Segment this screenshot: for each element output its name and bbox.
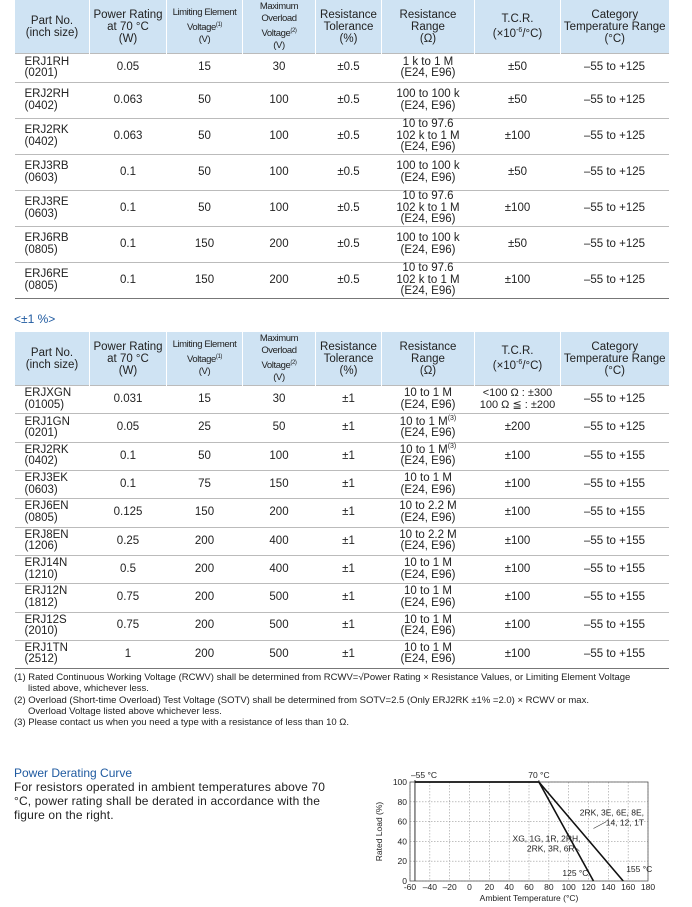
cell-temp-range: –55 to +125	[561, 54, 669, 83]
cell-overload-voltage: 100	[243, 442, 316, 470]
cell-limiting-voltage: 150	[167, 499, 243, 527]
cell-temp-range: –55 to +125	[561, 119, 669, 155]
cell-tolerance: ±0.5	[316, 119, 382, 155]
cell-range: 100 to 100 k (E24, E96)	[382, 155, 475, 191]
cell-tcr: ±50	[475, 227, 561, 263]
cell-part-no: ERJ3RB (0603)	[15, 155, 90, 191]
cell-tcr: ±100	[475, 640, 561, 668]
cell-overload-voltage: 100	[243, 191, 316, 227]
col-range: Resistance Range (Ω)	[382, 332, 475, 386]
cell-temp-range: –55 to +155	[561, 499, 669, 527]
col-part-no: Part No. (inch size)	[15, 0, 90, 54]
cell-limiting-voltage: 200	[167, 555, 243, 583]
cell-overload-voltage: 400	[243, 527, 316, 555]
cell-temp-range: –55 to +155	[561, 442, 669, 470]
cell-tcr: ±100	[475, 584, 561, 612]
y-axis-label: Rated Load (%)	[374, 801, 384, 862]
col-limiting-voltage: Limiting Element Voltage$^{(1)}$ (V)	[167, 0, 243, 54]
annotation-155-series-a: 2RK, 3E, 6E, 8E,	[579, 807, 644, 818]
cell-tcr: ±50	[475, 155, 561, 191]
x-tick-label: 40	[504, 882, 514, 892]
cell-tolerance: ±1	[316, 386, 382, 414]
cell-power: 0.05	[90, 414, 167, 442]
cell-tcr: ±100	[475, 191, 561, 227]
cell-tolerance: ±1	[316, 442, 382, 470]
cell-overload-voltage: 500	[243, 612, 316, 640]
x-tick-label: -60	[403, 882, 417, 892]
cell-part-no: ERJ8EN (1206)	[15, 527, 90, 555]
annotation-155-series-b: 14, 12, 1T	[605, 817, 644, 828]
x-tick-label: 100	[561, 882, 576, 892]
cell-part-no: ERJ14N (1210)	[15, 555, 90, 583]
cell-limiting-voltage: 50	[167, 119, 243, 155]
table-row	[15, 555, 669, 583]
table-row	[15, 499, 669, 527]
cell-temp-range: –55 to +155	[561, 612, 669, 640]
cell-limiting-voltage: 150	[167, 263, 243, 299]
col-limiting-voltage: Limiting Element Voltage$^{(1)}$ (V)	[167, 332, 243, 386]
cell-tolerance: ±1	[316, 414, 382, 442]
cell-temp-range: –55 to +125	[561, 386, 669, 414]
cell-tolerance: ±1	[316, 471, 382, 499]
spec-table-1	[14, 332, 669, 669]
y-tick-label: 80	[397, 796, 407, 807]
cell-overload-voltage: 100	[243, 119, 316, 155]
table-row	[15, 640, 669, 668]
cell-limiting-voltage: 50	[167, 83, 243, 119]
footnote-3: (3) Please contact us when you need a type with a resistance of less than 10 Ω.	[14, 717, 350, 729]
y-tick-label: 100	[392, 777, 407, 787]
derating-chart	[372, 766, 672, 906]
table-row	[15, 191, 669, 227]
col-temp-range: Category Temperature Range (°C)	[561, 332, 669, 386]
y-tick-label: 0	[402, 876, 407, 886]
footnotes	[14, 672, 674, 728]
footnote-1-cont: listed above, whichever less.	[28, 683, 149, 695]
cell-tolerance: ±0.5	[316, 263, 382, 299]
table-row	[15, 612, 669, 640]
cell-range: 10 to 1 M (E24, E96)	[382, 555, 475, 583]
cell-part-no: ERJ1RH (0201)	[15, 54, 90, 83]
x-axis-label: Ambient Temperature (°C)	[479, 893, 579, 903]
cell-tcr: ±100	[475, 263, 561, 299]
leader-155	[593, 822, 606, 829]
col-tcr: T.C.R. $(\times 10^{-6}/^\circ C)$	[475, 0, 561, 54]
table-header-row	[15, 332, 669, 386]
y-tick-label: 60	[397, 816, 407, 827]
cell-range: 100 to 100 k (E24, E96)	[382, 83, 475, 119]
cell-temp-range: –55 to +155	[561, 527, 669, 555]
cell-limiting-voltage: 200	[167, 612, 243, 640]
cell-part-no: ERJ2RK (0402)	[15, 442, 90, 470]
cell-power: 0.1	[90, 263, 167, 299]
cell-temp-range: –55 to +125	[561, 83, 669, 119]
derating-description: For resistors operated in ambient temperatures above 70 °C, power rating shall be derated in accordance with the figure on the right.	[14, 780, 326, 822]
cell-power: 0.1	[90, 442, 167, 470]
cell-tolerance: ±0.5	[316, 54, 382, 83]
cell-range: 10 to 97.6 102 k to 1 M (E24, E96)	[382, 191, 475, 227]
cell-temp-range: –55 to +155	[561, 471, 669, 499]
cell-tolerance: ±1	[316, 612, 382, 640]
cell-range: 10 to 1 $M^{(3)}$ (E24, E96)	[382, 442, 475, 470]
cell-overload-voltage: 150	[243, 471, 316, 499]
table-row	[15, 471, 669, 499]
cell-power: 0.1	[90, 155, 167, 191]
cell-part-no: ERJ3RE (0603)	[15, 191, 90, 227]
y-tick-label: 20	[397, 856, 407, 867]
cell-tcr: ±50	[475, 83, 561, 119]
cell-tcr: ±100	[475, 499, 561, 527]
cell-part-no: ERJ2RK (0402)	[15, 119, 90, 155]
cell-overload-voltage: 500	[243, 640, 316, 668]
annotation-155: 155 °C	[626, 864, 653, 875]
cell-range: 10 to 1 $M^{(3)}$ (E24, E96)	[382, 414, 475, 442]
x-tick-label: 160	[621, 882, 636, 892]
col-power-rating: Power Rating at 70 °C (W)	[90, 332, 167, 386]
table-row	[15, 414, 669, 442]
cell-range: 100 to 100 k (E24, E96)	[382, 227, 475, 263]
spec-table-1-body	[15, 386, 669, 669]
cell-overload-voltage: 400	[243, 555, 316, 583]
cell-limiting-voltage: 50	[167, 155, 243, 191]
cell-part-no: ERJ12S (2010)	[15, 612, 90, 640]
col-tcr: T.C.R. $(\times 10^{-6}/^\circ C)$	[475, 332, 561, 386]
cell-limiting-voltage: 200	[167, 640, 243, 668]
cell-range: 10 to 2.2 M (E24, E96)	[382, 499, 475, 527]
cell-part-no: ERJ1TN (2512)	[15, 640, 90, 668]
cell-limiting-voltage: 50	[167, 442, 243, 470]
x-tick-label: 180	[640, 882, 656, 892]
cell-overload-voltage: 500	[243, 584, 316, 612]
cell-overload-voltage: 30	[243, 386, 316, 414]
table-row	[15, 263, 669, 299]
col-power-rating: Power Rating at 70 °C (W)	[90, 0, 167, 54]
cell-limiting-voltage: 15	[167, 386, 243, 414]
x-tick-label: 120	[581, 882, 596, 892]
footnote-2: (2) Overload (Short-time Overload) Test Voltage (SOTV) shall be determined from SOTV=2.5 (Only ERJ2RK ±1% =2.0) × RCWV or max.	[14, 694, 589, 706]
cell-limiting-voltage: 75	[167, 471, 243, 499]
col-tolerance: Resistance Tolerance (%)	[316, 332, 382, 386]
cell-range: 10 to 1 M (E24, E96)	[382, 640, 475, 668]
cell-power: 0.5	[90, 555, 167, 583]
cell-overload-voltage: 200	[243, 227, 316, 263]
spec-table-05-body	[15, 54, 669, 299]
derating-title: Power Derating Curve	[14, 766, 133, 780]
cell-power: 0.031	[90, 386, 167, 414]
cell-tcr: ±100	[475, 612, 561, 640]
annotation-125-series-a: XG, 1G, 1R, 2RH,	[512, 833, 581, 844]
cell-temp-range: –55 to +125	[561, 227, 669, 263]
table-row	[15, 227, 669, 263]
cell-power: 0.05	[90, 54, 167, 83]
table-row	[15, 155, 669, 191]
cell-power: 0.1	[90, 191, 167, 227]
x-tick-label: 0	[467, 882, 472, 892]
col-overload-voltage: Maximum Overload Voltage$^{(2)}$ (V)	[243, 332, 316, 386]
cell-tolerance: ±0.5	[316, 83, 382, 119]
annotation-125: 125 °C	[562, 868, 589, 879]
cell-tolerance: ±1	[316, 555, 382, 583]
cell-range: 10 to 2.2 M (E24, E96)	[382, 527, 475, 555]
cell-temp-range: –55 to +155	[561, 640, 669, 668]
cell-limiting-voltage: 50	[167, 191, 243, 227]
cell-range: 10 to 1 M (E24, E96)	[382, 612, 475, 640]
cell-power: 1	[90, 640, 167, 668]
tolerance-section-label: <±1 %>	[14, 312, 56, 326]
table-row	[15, 83, 669, 119]
annotation-cold: –55 °C	[410, 770, 438, 780]
cell-temp-range: –55 to +155	[561, 584, 669, 612]
cell-tcr: ±100	[475, 471, 561, 499]
spec-table-05	[14, 0, 669, 299]
table-row	[15, 54, 669, 83]
x-tick-label: –40	[422, 882, 437, 892]
cell-part-no: ERJ6RB (0805)	[15, 227, 90, 263]
cell-overload-voltage: 30	[243, 54, 316, 83]
table-row	[15, 527, 669, 555]
cell-part-no: ERJ6EN (0805)	[15, 499, 90, 527]
cell-limiting-voltage: 15	[167, 54, 243, 83]
cell-power: 0.063	[90, 119, 167, 155]
cell-overload-voltage: 50	[243, 414, 316, 442]
series-line-0	[415, 782, 593, 881]
cell-tcr: ±100	[475, 555, 561, 583]
cell-range: 10 to 1 M (E24, E96)	[382, 471, 475, 499]
cell-range: 1 k to 1 M (E24, E96)	[382, 54, 475, 83]
table-row	[15, 119, 669, 155]
cell-limiting-voltage: 200	[167, 584, 243, 612]
x-tick-label: 60	[524, 882, 534, 892]
series-line-1	[415, 782, 623, 881]
table-row	[15, 386, 669, 414]
table-row	[15, 442, 669, 470]
cell-temp-range: –55 to +125	[561, 155, 669, 191]
cell-power: 0.75	[90, 612, 167, 640]
x-tick-label: 140	[601, 882, 616, 892]
cell-limiting-voltage: 150	[167, 227, 243, 263]
cell-power: 0.75	[90, 584, 167, 612]
col-tolerance: Resistance Tolerance (%)	[316, 0, 382, 54]
annotation-knee: 70 °C	[528, 770, 550, 780]
x-tick-label: 80	[544, 882, 554, 892]
cell-temp-range: –55 to +125	[561, 263, 669, 299]
cell-range: 10 to 1 M (E24, E96)	[382, 584, 475, 612]
cell-tcr: ±50	[475, 54, 561, 83]
cell-range: 10 to 97.6 102 k to 1 M (E24, E96)	[382, 263, 475, 299]
cell-part-no: ERJ1GN (0201)	[15, 414, 90, 442]
cell-temp-range: –55 to +125	[561, 191, 669, 227]
footnote-1: (1) Rated Continuous Working Voltage (RCWV) shall be determined from RCWV=√Power Rating × Resistance Values, or Limiting Element Voltage	[14, 672, 631, 683]
cell-tcr: ±100	[475, 119, 561, 155]
cell-power: 0.1	[90, 227, 167, 263]
cell-tcr: <100 Ω : ±300 100 Ω ≦ : ±200	[475, 386, 561, 414]
cell-overload-voltage: 100	[243, 155, 316, 191]
cell-temp-range: –55 to +155	[561, 555, 669, 583]
cell-overload-voltage: 200	[243, 263, 316, 299]
cell-tolerance: ±1	[316, 640, 382, 668]
cell-tolerance: ±0.5	[316, 191, 382, 227]
annotation-125-series-b: 2RK, 3R, 6R	[526, 843, 575, 854]
cell-overload-voltage: 200	[243, 499, 316, 527]
table-row	[15, 584, 669, 612]
cell-limiting-voltage: 25	[167, 414, 243, 442]
cell-tcr: ±200	[475, 414, 561, 442]
x-tick-label: 20	[484, 882, 495, 892]
cell-tcr: ±100	[475, 527, 561, 555]
col-overload-voltage: Maximum Overload Voltage$^{(2)}$ (V)	[243, 0, 316, 54]
cell-part-no: ERJ3EK (0603)	[15, 471, 90, 499]
cell-tolerance: ±0.5	[316, 155, 382, 191]
cell-tcr: ±100	[475, 442, 561, 470]
cell-part-no: ERJXGN (01005)	[15, 386, 90, 414]
col-part-no: Part No. (inch size)	[15, 332, 90, 386]
cell-tolerance: ±1	[316, 527, 382, 555]
cell-range: 10 to 97.6 102 k to 1 M (E24, E96)	[382, 119, 475, 155]
cell-range: 10 to 1 M (E24, E96)	[382, 386, 475, 414]
cell-tolerance: ±1	[316, 584, 382, 612]
cell-power: 0.125	[90, 499, 167, 527]
x-tick-label: –20	[442, 882, 457, 892]
cell-limiting-voltage: 200	[167, 527, 243, 555]
cell-overload-voltage: 100	[243, 83, 316, 119]
cell-part-no: ERJ12N (1812)	[15, 584, 90, 612]
cell-tolerance: ±1	[316, 499, 382, 527]
y-tick-label: 40	[397, 836, 407, 847]
cell-power: 0.25	[90, 527, 167, 555]
cell-temp-range: –55 to +125	[561, 414, 669, 442]
cell-part-no: ERJ2RH (0402)	[15, 83, 90, 119]
table-header-row	[15, 0, 669, 54]
footnote-2-cont: Overload Voltage listed above whichever less.	[28, 705, 222, 717]
cell-power: 0.063	[90, 83, 167, 119]
col-temp-range: Category Temperature Range (°C)	[561, 0, 669, 54]
col-range: Resistance Range (Ω)	[382, 0, 475, 54]
cell-part-no: ERJ6RE (0805)	[15, 263, 90, 299]
cell-power: 0.1	[90, 471, 167, 499]
cell-tolerance: ±0.5	[316, 227, 382, 263]
